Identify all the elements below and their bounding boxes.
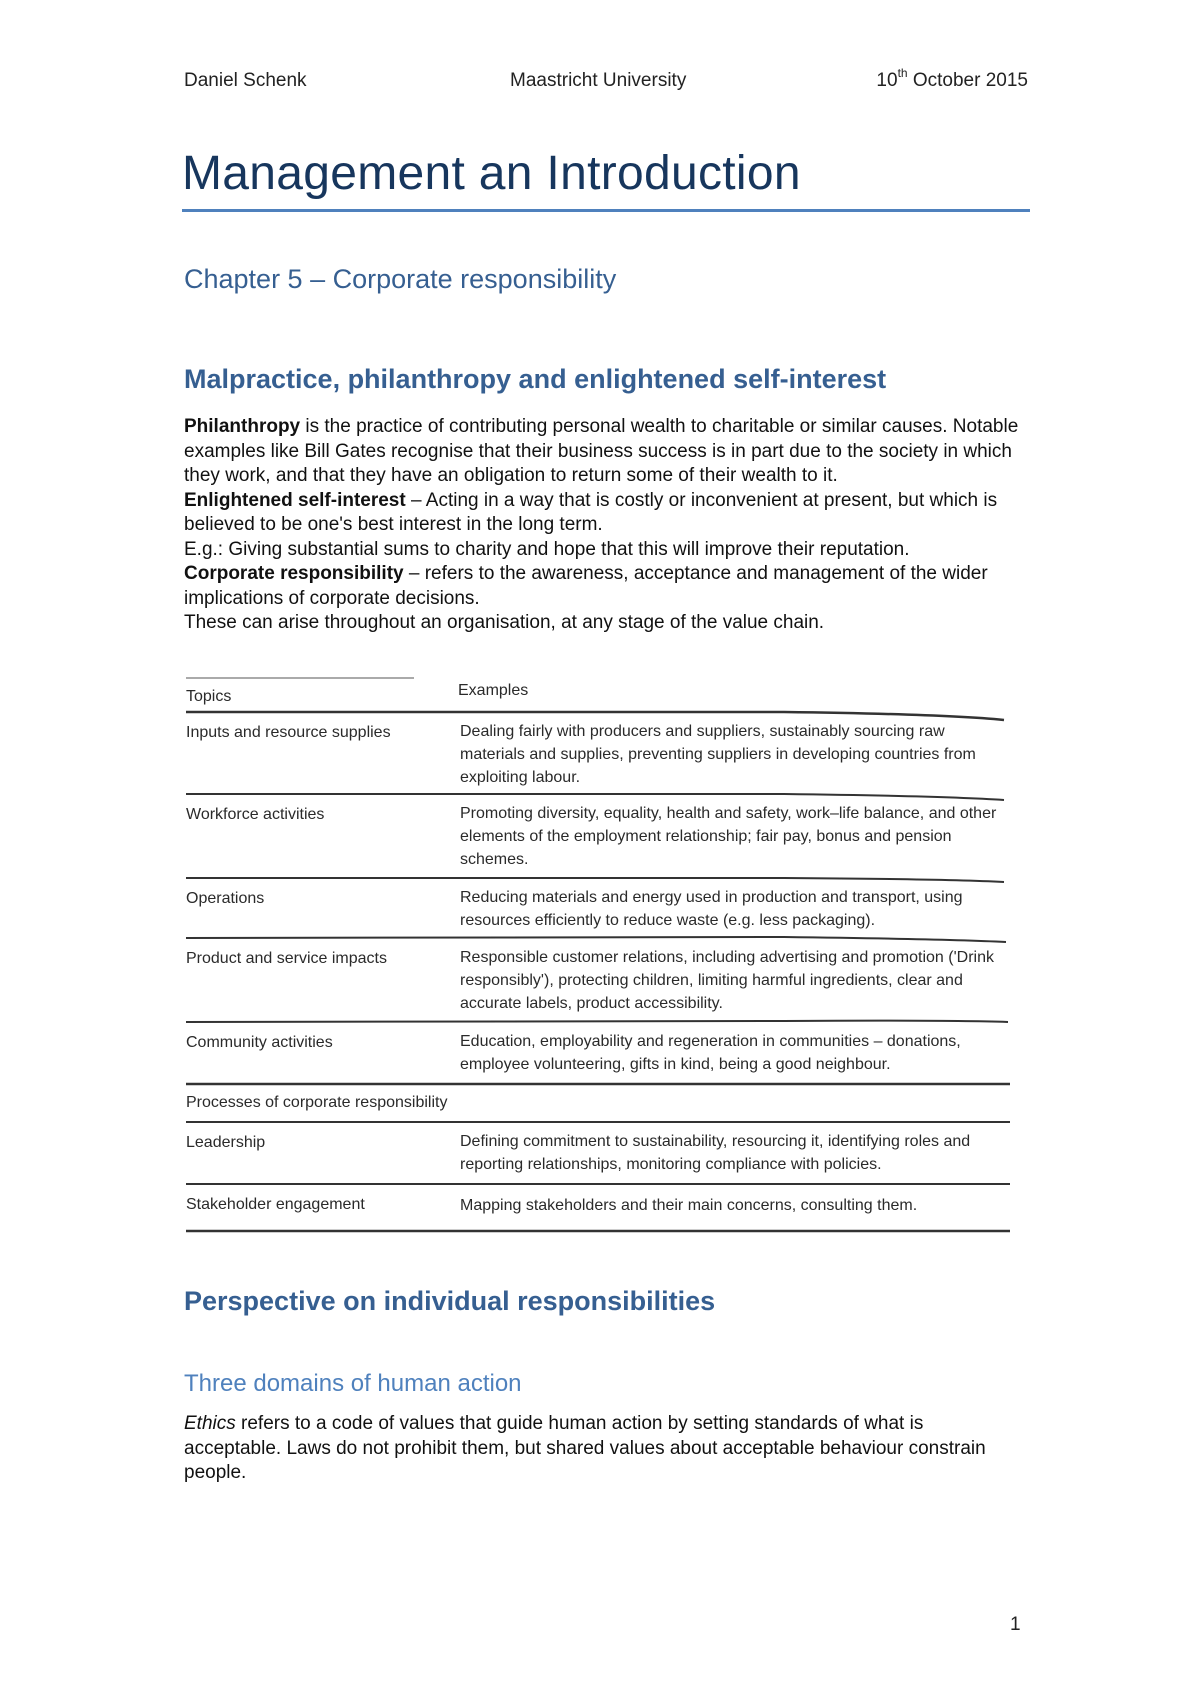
text-corporate: – refers to the awareness, acceptance and management of the wider implications of corporate decisions. [184,563,988,609]
paragraph-corporate [184,562,1024,611]
chapter-heading: Chapter 5 – Corporate responsibility [184,264,617,294]
table-row-example: Mapping stakeholders and their main concerns, consulting them. [460,1197,918,1214]
document-title: Management an Introduction [182,147,801,200]
term-philanthropy: Philanthropy [184,416,301,437]
section-body-ethics [184,1412,1024,1486]
paragraph-example: E.g.: Giving substantial sums to charity and hope that this will improve their reputation. [184,538,910,560]
table-row-topic: Community activities [186,1034,333,1051]
section-body-malpractice [184,415,1024,636]
table-row-example: Dealing fairly with producers and suppliers, sustainably sourcing raw materials and supplies, preventing suppliers in developing countries from exploiting labour. [460,723,976,786]
term-enlightened: Enlightened self-interest [184,489,406,511]
header-date-rest: October 2015 [907,70,1028,91]
table-header-examples: Examples [458,682,529,699]
term-ethics: Ethics [184,1413,236,1434]
table-row-topic: Inputs and resource supplies [186,724,391,741]
header-date-day: 10 [876,70,898,91]
table-row-topic: Product and service impacts [186,950,387,967]
corporate-responsibility-table [184,676,1010,1236]
table-processes-label: Processes of corporate responsibility [186,1094,448,1111]
header-date-suffix: th [897,66,908,80]
page-header [184,66,1028,98]
table-row-example: Education, employability and regeneration in communities – donations, employee volunteering, gifts in kind, being a good neighbour. [460,1033,961,1073]
header-institution: Maastricht University [510,70,687,91]
header-date [876,66,1028,92]
table-row-example: Promoting diversity, equality, health and safety, work–life balance, and other elements of the employment relationship; fair pay, bonus and pension schemes. [460,805,997,868]
table-rule-1 [186,794,1004,800]
paragraph-philanthropy [184,415,1024,489]
table-row-topic: Leadership [186,1134,266,1151]
paragraph-ethics [184,1412,1024,1486]
section-heading-perspective: Perspective on individual responsibilities [184,1286,716,1316]
text-ethics: refers to a code of values that guide human action by setting standards of what is acceptable. Laws do not prohibit them, but shared values about acceptable behaviour constrain people. [184,1413,986,1483]
paragraph-enlightened [184,489,1024,538]
title-rule [182,209,1030,212]
table-rule-header [186,712,1004,720]
table-row-topic: Operations [186,890,265,907]
header-author: Daniel Schenk [184,70,307,91]
text-enlightened: – Acting in a way that is costly or inconvenient at present, but which is believed to be one's best interest in the long term. [184,489,998,535]
table-rule-2 [186,878,1004,882]
section-heading-malpractice: Malpractice, philanthropy and enlightened self-interest [184,364,887,394]
table-row-example: Responsible customer relations, including advertising and promotion ('Drink responsibly'), protecting children, limiting harmful ingredients, clear and accurate labels, product accessibility. [460,949,994,1012]
page-number: 1 [1010,1614,1021,1635]
table-row-topic: Stakeholder engagement [186,1196,365,1213]
table-row-example: Reducing materials and energy used in production and transport, using resources efficiently to reduce waste (e.g. less packaging). [460,889,963,929]
table-rule-4 [186,1021,1008,1022]
subheading-three-domains: Three domains of human action [184,1370,522,1397]
text-philanthropy: is the practice of contributing personal wealth to charitable or similar causes. Notable examples like Bill Gates recognise that their business success is in part due to the society in which they work, and that they have an obligation to return some of their wealth to it. [184,416,1019,486]
table-rule-3 [186,937,1006,942]
table-header-topics: Topics [186,688,232,705]
table-row-example: Defining commitment to sustainability, resourcing it, identifying roles and reporting relationships, monitoring compliance with policies. [460,1133,971,1173]
paragraph-value-chain: These can arise throughout an organisation, at any stage of the value chain. [184,612,825,633]
table-row-topic: Workforce activities [186,806,325,823]
term-corporate: Corporate responsibility [184,563,404,584]
